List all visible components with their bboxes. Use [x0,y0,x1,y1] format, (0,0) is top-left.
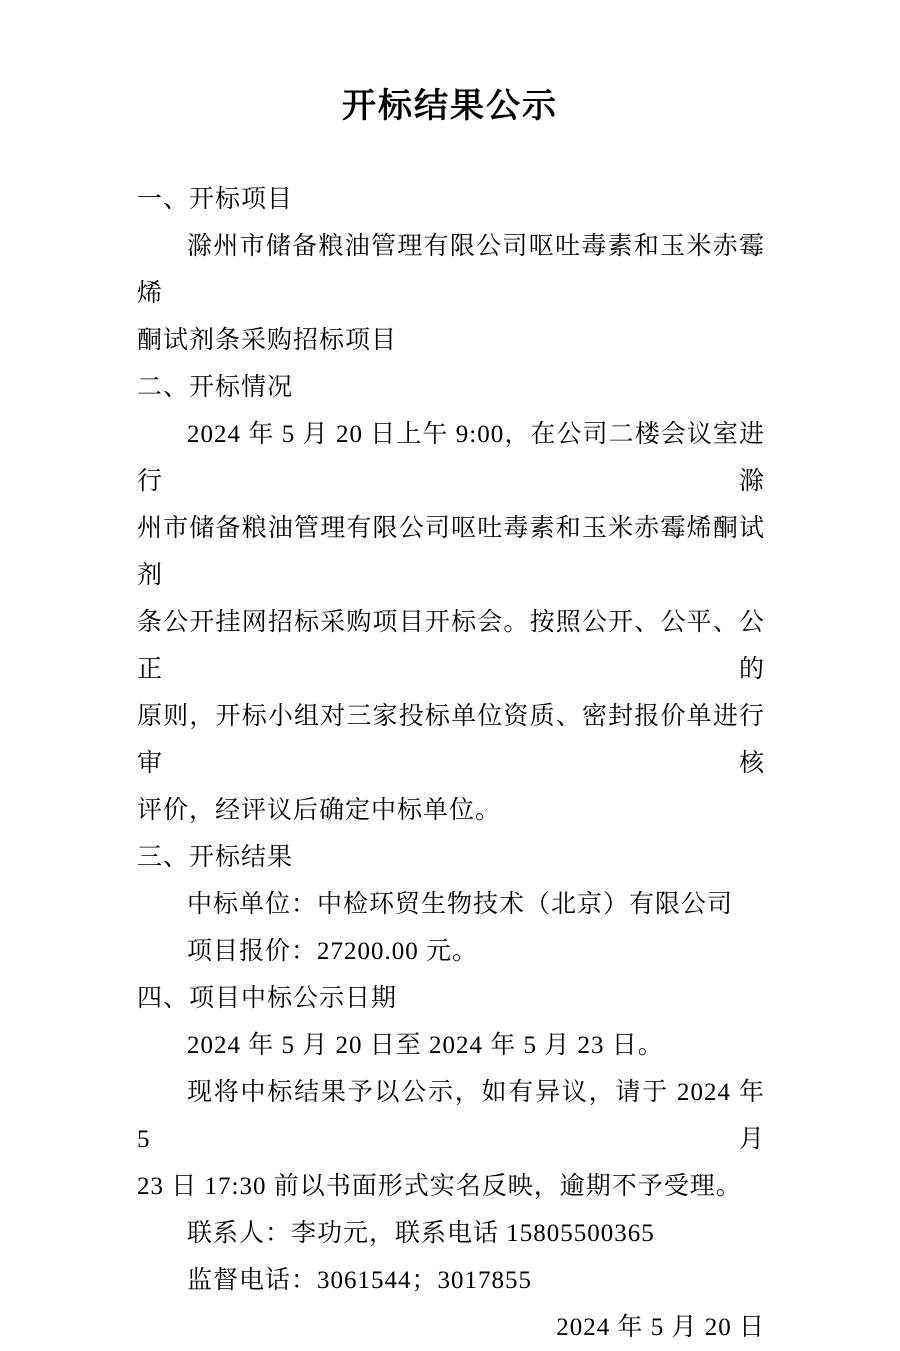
project-name-line-2: 酮试剂条采购招标项目 [137,327,398,354]
bid-opening-paragraph-line-3: 条公开挂网招标采购项目开标会。按照公开、公平、公正的 [137,609,765,683]
project-name-line-1: 滁州市储备粮油管理有限公司呕吐毒素和玉米赤霉烯 [137,233,765,307]
supervision-phone-line: 监督电话：3061544；3017855 [187,1267,533,1294]
section-heading-1: 一、开标项目 [137,186,294,213]
section-heading-4: 四、项目中标公示日期 [137,985,398,1012]
bid-opening-paragraph-line-4: 原则，开标小组对三家投标单位资质、密封报价单进行审核 [137,703,765,777]
project-price-line: 项目报价：27200.00 元。 [187,938,479,965]
signature-date: 2024 年 5 月 20 日 [556,1314,765,1341]
section-heading-2: 二、开标情况 [137,374,294,401]
objection-paragraph-line-1: 现将中标结果予以公示，如有异议，请于 2024 年 5 月 [137,1079,765,1153]
winning-bidder-line: 中标单位：中检环贸生物技术（北京）有限公司 [187,891,734,918]
bid-opening-paragraph-line-1: 2024 年 5 月 20 日上午 9:00，在公司二楼会议室进行滁 [137,421,765,495]
contact-person-line: 联系人：李功元，联系电话 15805500365 [187,1220,655,1247]
objection-paragraph-line-2: 23 日 17:30 前以书面形式实名反映，逾期不予受理。 [137,1173,742,1200]
bid-opening-paragraph-line-2: 州市储备粮油管理有限公司呕吐毒素和玉米赤霉烯酮试剂 [137,515,765,589]
section-heading-3: 三、开标结果 [137,844,294,871]
document-body [137,176,765,1351]
document-title: 开标结果公示 [342,88,558,125]
bid-opening-paragraph-line-5: 评价，经评议后确定中标单位。 [137,797,502,824]
announcement-period-line: 2024 年 5 月 20 日至 2024 年 5 月 23 日。 [187,1032,664,1059]
